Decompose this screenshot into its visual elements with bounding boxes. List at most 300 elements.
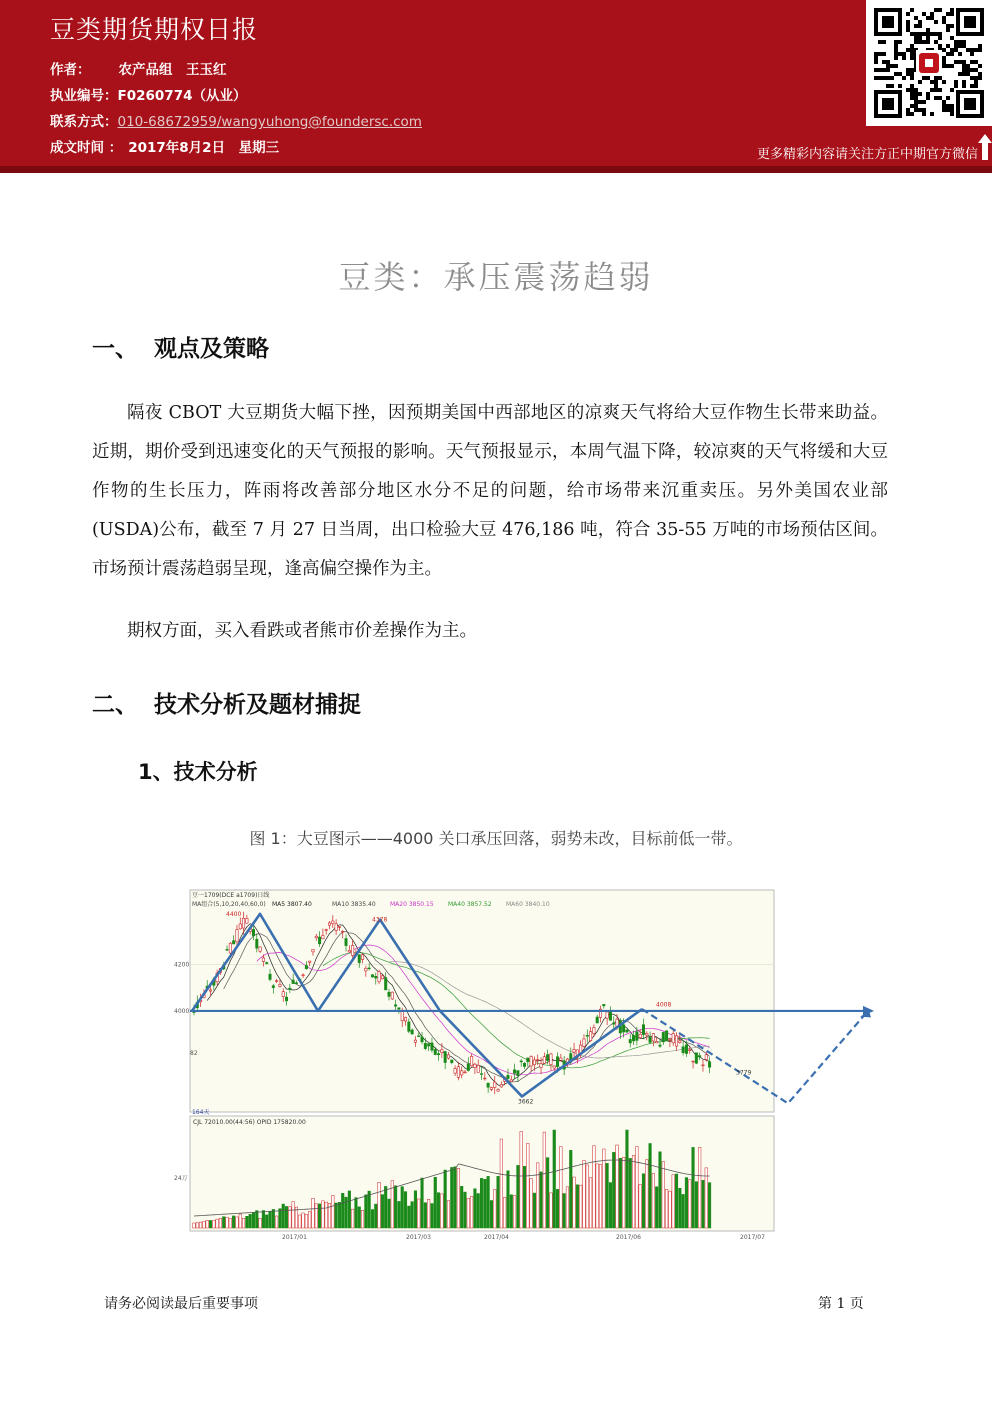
candle-body [256,939,258,948]
volume-bar [642,1174,645,1228]
subsection-heading: 1、技术分析 [138,760,258,784]
candle-body [629,1039,631,1042]
volume-bar [550,1193,553,1228]
candle-body [236,930,238,942]
volume-bar [358,1207,361,1228]
candle-body [447,1055,449,1058]
author-label: 作者： [50,62,91,78]
candle-body [259,947,261,951]
volume-bar [252,1213,255,1228]
volume-bar [543,1132,546,1228]
volume-bar [530,1179,533,1228]
candle-body [384,978,386,990]
ma-legend-entry: MA5 3807.40 [272,901,312,908]
candle-body [675,1036,677,1046]
candle-body [553,1066,555,1068]
candle-body [242,918,244,928]
candle-body [490,1088,492,1090]
volume-bar [398,1201,401,1228]
volume-tick-label: 24万 [174,1175,188,1182]
candle-body [487,1083,489,1087]
volume-bar [249,1214,252,1228]
volume-bar [246,1216,249,1228]
volume-bar [408,1206,411,1228]
volume-bar [659,1152,662,1228]
ma-legend-entry: MA40 3857.52 [448,901,492,908]
volume-bar [586,1165,589,1228]
candle-body [533,1060,535,1065]
volume-bar [480,1178,483,1228]
section-heading-strategy [92,330,269,363]
candle-body [573,1050,575,1053]
candle-body [510,1080,512,1082]
volume-bar [275,1216,278,1228]
y-tick-label: 4200 [174,961,190,969]
candle-body [470,1056,472,1066]
candle-body [477,1065,479,1072]
candle-body [269,974,271,979]
candle-body [322,936,324,939]
y-tick-label: 82 [190,1049,198,1057]
x-tick-label: 2017/06 [616,1234,641,1241]
candle-body [457,1067,459,1078]
candle-body [418,1036,420,1037]
ma-legend-entry: MA20 3850.15 [390,901,434,908]
volume-bar [560,1147,563,1228]
volume-bar [338,1202,341,1228]
volume-bar [226,1217,229,1228]
volume-bar [579,1185,582,1228]
volume-bar [305,1214,308,1228]
volume-bar [351,1209,354,1228]
volume-bar [464,1192,467,1228]
arrow-up-icon [978,134,992,160]
volume-bar [612,1152,615,1228]
candle-body [464,1072,466,1073]
candle-body [289,988,291,989]
candle-body [669,1039,671,1040]
volume-bar [365,1195,368,1228]
options-paragraph: 期权方面，买入看跌或者熊市价差操作为主。 [127,621,477,641]
volume-bar [434,1177,437,1228]
volume-bar [500,1139,503,1228]
candle-body [272,986,274,988]
candle-body [593,1028,595,1034]
volume-bar [411,1202,414,1228]
candle-body [517,1071,519,1076]
contact-link[interactable]: 010-68672959/wangyuhong@foundersc.com [117,114,422,130]
volume-bar [708,1183,711,1228]
candle-body [232,941,234,944]
volume-bar [292,1202,295,1228]
volume-bar [698,1147,701,1228]
volume-bar [315,1204,318,1228]
volume-bar [563,1194,566,1228]
volume-bar [669,1191,672,1228]
volume-bar [583,1161,586,1228]
volume-bar [308,1211,311,1228]
candle-body [507,1075,509,1078]
candle-body [705,1055,707,1060]
volume-bar [665,1189,668,1228]
candle-body [414,1040,416,1042]
candle-body [394,1005,396,1006]
candle-body [434,1049,436,1054]
volume-bar [645,1160,648,1228]
candle-body [332,921,334,923]
candle-body [540,1064,542,1068]
volume-bar [355,1198,358,1228]
candle-body [613,1023,615,1024]
volume-bar [682,1194,685,1228]
candle-body [698,1056,700,1057]
contact-label: 联系方式： [50,114,118,130]
candle-body [649,1037,651,1042]
volume-bar [702,1180,705,1228]
chart-canvas [160,888,880,1243]
candle-body [285,997,287,1001]
footer-disclaimer: 请务必阅读最后重要事项 [104,1296,258,1312]
candle-body [371,975,373,977]
volume-bar [513,1196,516,1228]
volume-bar [242,1218,245,1228]
license-line [50,84,246,104]
candle-body [527,1058,529,1062]
candle-body [398,1008,400,1009]
candle-body [427,1044,429,1046]
volume-bar [348,1191,351,1228]
candle-body [312,949,314,952]
candle-body [560,1058,562,1060]
volume-bar [493,1190,496,1228]
volume-bar [566,1187,569,1228]
volume-bar [219,1218,222,1228]
candle-body [391,992,393,999]
volume-bar [474,1189,477,1228]
volume-bar [378,1182,381,1228]
candle-body [279,984,281,986]
volume-bar [599,1165,602,1228]
section-number: 二、 [92,692,138,718]
volume-bar [282,1204,285,1228]
candle-body [583,1039,585,1046]
wechat-follow-note: 更多精彩内容请关注方正中期官方微信 [756,147,978,162]
candle-body [556,1057,558,1066]
volume-bar [672,1175,675,1228]
volume-bar [417,1199,420,1228]
volume-bar [487,1176,490,1228]
price-annotation: 3662 [518,1098,534,1106]
candle-body [302,975,304,976]
volume-bar [569,1150,572,1228]
candle-body [682,1047,684,1053]
section-number: 一、 [92,336,138,362]
volume-bar [510,1195,513,1228]
volume-bar [203,1221,206,1228]
candle-body [494,1082,496,1087]
volume-bar [692,1147,695,1228]
volume-bar [503,1197,506,1228]
volume-bar [269,1211,272,1228]
volume-bar [368,1191,371,1228]
volume-bar [424,1203,427,1228]
volume-bar [206,1220,209,1228]
volume-bar [381,1195,384,1228]
volume-bar [255,1211,258,1228]
candle-body [209,990,211,991]
volume-bar [454,1167,457,1228]
price-annotation: 4008 [656,1001,672,1009]
volume-bar [457,1168,460,1228]
candle-body [381,976,383,979]
volume-bar [636,1147,639,1228]
volume-bar [312,1198,315,1228]
qr-code-image [866,0,992,126]
candle-body [520,1061,522,1062]
volume-bar [622,1157,625,1228]
volume-bar [497,1176,500,1228]
volume-bar [341,1193,344,1228]
volume-bar [414,1191,417,1228]
volume-bar [236,1217,239,1228]
candle-body [609,1012,611,1020]
volume-bar [209,1220,212,1228]
candle-body [454,1069,456,1074]
candle-body [500,1084,502,1086]
volume-bar [527,1143,530,1228]
candle-body [282,992,284,997]
candle-body [401,1012,403,1021]
volume-bar [533,1193,536,1228]
candle-body [639,1034,641,1037]
candle-body [404,1017,406,1021]
candle-body [652,1034,654,1041]
license-value: F0260774（从业） [117,88,247,104]
section-title: 技术分析及题材捕捉 [154,692,361,718]
candle-body [375,976,377,978]
candle-body [226,949,228,950]
volume-bar [272,1209,275,1228]
volume-bar [388,1199,391,1228]
candle-body [603,1004,605,1005]
candle-body [646,1033,648,1035]
volume-bar [652,1174,655,1228]
candle-body [431,1043,433,1050]
candle-body [338,927,340,928]
candle-body [546,1055,548,1061]
volume-bar [404,1192,407,1228]
volume-bar [553,1130,556,1228]
candle-body [262,958,264,962]
volume-bar [675,1174,678,1228]
volume-bar [609,1183,612,1228]
volume-bar [484,1179,487,1228]
volume-bar [374,1204,377,1228]
volume-bar [427,1199,430,1228]
volume-bar [332,1195,335,1228]
volume-bar [222,1217,225,1228]
candle-body [497,1089,499,1091]
volume-bar [322,1201,325,1228]
volume-bar [556,1189,559,1228]
volume-bar [232,1216,235,1228]
candle-body [550,1054,552,1065]
candle-body [632,1035,634,1040]
candle-body [642,1025,644,1035]
volume-bar [460,1186,463,1228]
volume-bar [596,1164,599,1228]
date-label: 成文时间 ： [50,140,123,156]
candle-body [626,1030,628,1032]
chart-title: 豆一1709(DCE a1709)日线 [192,892,270,899]
candle-body [662,1032,664,1041]
candle-body [351,945,353,955]
candle-body [345,939,347,946]
y-tick-label: 4000 [174,1007,190,1015]
candle-body [308,961,310,962]
candle-body [441,1050,443,1053]
candle-body [589,1032,591,1041]
candle-body [315,936,317,938]
candle-body [239,924,241,929]
candle-body [543,1057,545,1063]
candle-body [537,1060,539,1061]
candle-body [636,1032,638,1041]
volume-bar [606,1163,609,1228]
volume-bar [507,1171,510,1228]
candle-body [292,980,294,984]
candle-body [659,1045,661,1046]
candle-body [672,1034,674,1043]
volume-bar [517,1165,520,1228]
price-annotation: 3779 [736,1069,752,1077]
candle-body [665,1031,667,1041]
volume-bar [490,1201,493,1228]
volume-bar [421,1178,424,1228]
report-series-title: 豆类期货期权日报 [50,15,259,44]
date-value: 2017年8月2日 星期三 [128,140,280,156]
license-label: 执业编号： [50,88,118,104]
candle-body [328,923,330,925]
soybean-candlestick-chart [160,888,880,1243]
candle-body [484,1078,486,1079]
candle-body [295,983,297,984]
candle-body [325,930,327,931]
volume-bar [285,1206,288,1228]
volume-bar [589,1178,592,1228]
candle-body [655,1041,657,1043]
volume-bar [199,1222,202,1228]
candle-body [480,1074,482,1075]
volume-bar [437,1193,440,1228]
volume-bar [540,1172,543,1228]
candle-body [695,1053,697,1063]
volume-bar [265,1215,268,1228]
volume-bar [216,1219,219,1228]
volume-bar [695,1182,698,1228]
volume-bar [318,1204,321,1228]
x-tick-label: 2017/01 [282,1234,307,1241]
candle-body [692,1061,694,1062]
volume-bar [259,1218,262,1228]
candle-body [474,1064,476,1067]
volume-bar [616,1145,619,1228]
section-heading-technical [92,686,361,719]
candle-body [679,1041,681,1043]
volume-bar [705,1168,708,1228]
volume-bar [213,1220,216,1228]
volume-bar [639,1185,642,1228]
candle-body [708,1062,710,1067]
candle-body [530,1057,532,1066]
candle-body [596,1017,598,1023]
volume-bar [193,1223,196,1228]
volume-bar [649,1143,652,1228]
volume-bar [262,1210,265,1228]
volume-bar [371,1210,374,1228]
volume-bar [394,1186,397,1228]
volume-bar [441,1194,444,1228]
volume-bar [576,1185,579,1228]
header-divider [0,166,992,173]
volume-bar [450,1167,453,1228]
volume-bar [447,1201,450,1228]
volume-bar [279,1209,282,1228]
candle-body [437,1054,439,1055]
candle-body [586,1035,588,1036]
date-line [50,136,279,156]
ma-legend-entry: MA60 3840.10 [506,901,550,908]
volume-bar [444,1170,447,1228]
volume-bar [662,1162,665,1228]
volume-bar [679,1188,682,1228]
volume-bar [655,1187,658,1228]
volume-bar [467,1198,470,1228]
volume-bar [361,1210,364,1228]
candle-body [451,1060,453,1063]
candle-body [467,1064,469,1071]
volume-bar [401,1187,404,1228]
price-annotation: 4378 [372,916,388,924]
page-number: 第 1 页 [818,1296,864,1312]
candle-body [275,981,277,982]
candle-body [689,1050,691,1051]
volume-bar [196,1223,199,1228]
volume-bar [470,1196,473,1228]
volume-bar [477,1194,480,1228]
volume-bar [626,1130,629,1228]
candle-body [335,924,337,931]
volume-bar [229,1219,232,1228]
x-tick-label: 2017/03 [406,1234,431,1241]
candle-body [252,929,254,935]
candle-body [318,937,320,944]
candle-body [266,963,268,964]
candle-body [342,931,344,932]
candle-body [421,1037,423,1042]
candle-body [622,1025,624,1032]
candle-body [358,955,360,963]
volume-bar [629,1158,632,1228]
candle-body [361,955,363,960]
volume-bar [431,1204,434,1228]
volume-bar [619,1158,622,1228]
x-tick-label: 2017/04 [484,1234,509,1241]
ma-legend-entry: MA组合(5,10,20,40,60,0) [192,901,266,908]
candle-body [408,1022,410,1031]
strategy-paragraph: 隔夜 CBOT 大豆期货大幅下挫，因预期美国中西部地区的凉爽天气将给大豆作物生长带来助益。近期，期价受到迅速变化的天气预报的影响。天气预报显示，本周气温下降，较凉爽的天气将缓和大豆作物的生长压力，阵雨将改善部分地区水分不足的问题，给市场带来沉重卖压。另外美国农业部(USDA)公布，截至 7 月 27 日当周，出口检验大豆 476,186 吨，符合 35-55 万吨的市场预估区间。市场预计震荡趋弱呈现，逢高偏空操作为主。 [92,403,888,579]
report-header [0,0,992,166]
